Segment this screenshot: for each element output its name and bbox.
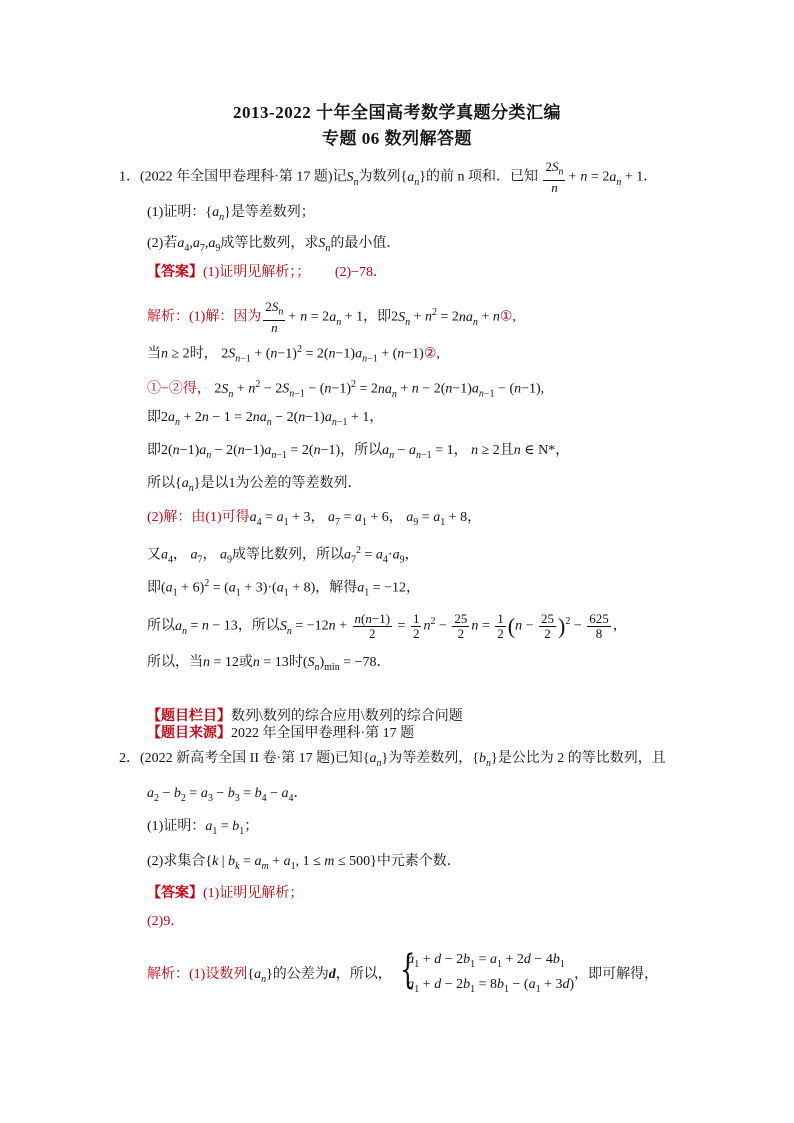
formula: $\frac{2S_n}{n}$ [265,299,284,335]
q1-answer: 【答案】(1)证明见解析；； (2)−78． [147,265,388,280]
q1-source: 【题目来源】2022 年全国甲卷理科·第 17 题 [147,726,415,741]
q1-solution-5: 即$2(n-1)a_n - 2(n-1)a_{n-1} = 2(n-1)$，所以$a_n - a_{n-1} = 1$， n ≥ 2且n ∈ N*， [147,443,570,461]
q1-solution-6: 所以$\{a_n\}$是以1为公差的等差数列． [147,476,362,494]
q1-solution-8: 又$a_4$， $a_7$， $a_9$成等比数列，所以$a_7^2 = a_4\cdot a_9$， [147,545,419,566]
answer-tag: 【答案】 [147,886,203,901]
q1-solution-7: (2)解：由(1)可得$a_4 = a_1 + 3$， $a_7 = a_1 + 6$， $a_9 = a_1 + 8$， [147,510,482,528]
q1-solution-1: 解析：(1)解：因为 $\frac{2S_n}{n}$ + $n = 2a_n + 1$，即$2S_n + n^2 = 2na_n$ + n①, [147,299,516,335]
q2-intro: 2．(2022 新高考全国 II 卷·第 17 题)已知$\{a_n\}$为等差数列，$\{b_n\}$是公比为 2 的等比数列，且 [119,751,666,769]
formula: $\frac{2S_n}{n}$ [545,159,564,195]
q1-part2: (2)若$a_4,a_7,a_9$成等比数列，求$S_n$的最小值． [147,236,401,254]
q1-solution-10: 所以$a_n = n - 13$，所以$S_n = -12n$ + $\frac{n(n-1)}{2}$ = $\frac{1}{2}$ $n^2$ − $\frac{25}{2}$ n = $\frac{1}{2}$ (n − $\frac{25}{2}$ )$^2$ − $\frac{625}{8}$ ， [147,611,627,641]
q2-answer: 【答案】(1)证明见解析； [147,886,304,901]
q1-column: 【题目栏目】数列\数列的综合应用\数列的综合问题 [147,709,463,724]
q2-solution: 解析：(1)设数列$\{a_n\}$的公差为d，所以， { $a_1 + d - 2b_1 = a_1 + 2d - 4b_1$ $a_1 + d - 2b_1 = 8b_1 - (a_1 + 3d)$ ，即可解得， [147,950,658,1000]
q2-part2: (2)求集合{k | $b_k = a_m + a_1$, 1 ≤ m ≤ 500}中元素个数． [147,854,461,872]
q2-part1: (1)证明：$a_1 = b_1$； [147,819,259,837]
q2-answer-2: (2)9． [147,914,185,929]
doc-title-line2: 专题 06 数列解答题 [322,129,472,148]
doc-title-line1: 2013-2022 十年全国高考数学真题分类汇编 [233,103,561,122]
q1-part1: (1)证明：$\{a_n\}$是等差数列； [147,205,315,223]
q1-solution-3: ①−②得， $2S_n + n^2 - 2S_{n-1} - (n-1)^2 = 2na_n + n - 2(n-1)a_{n-1} - (n-1)$, [147,379,545,400]
q1-intro: 1．(2022 年全国甲卷理科·第 17 题)记$S_n$为数列$\{a_n\}$的前 n 项和．已知 $\frac{2S_n}{n}$ + $n = 2a_n + 1$． [119,159,658,195]
q1-solution-2: 当n ≥ 2时， $2S_{n-1} + (n-1)^2 = 2(n-1)a_{n-1}$ + (n−1)②, [147,344,440,365]
q1-solution-9: 即$(a_1 + 6)^2 = (a_1 + 3)\cdot(a_1 + 8)$，解得$a_1 = -12$， [147,578,421,599]
q2-condition: $a_2 - b_2 = a_3 - b_3 = b_4 - a_4$． [147,786,308,804]
equation-system: { $a_1 + d - 2b_1 = a_1 + 2d - 4b_1$ $a_1 + d - 2b_1 = 8b_1 - (a_1 + 3d)$ [395,950,574,1000]
q1-solution-4: 即$2a_n + 2n - 1 = 2na_n - 2(n-1)a_{n-1} + 1$， [147,410,384,428]
q1-solution-11: 所以，当n = 12或n = 13时$(S_n)_{min} = -78$． [147,655,391,673]
answer-tag: 【答案】 [147,265,203,280]
